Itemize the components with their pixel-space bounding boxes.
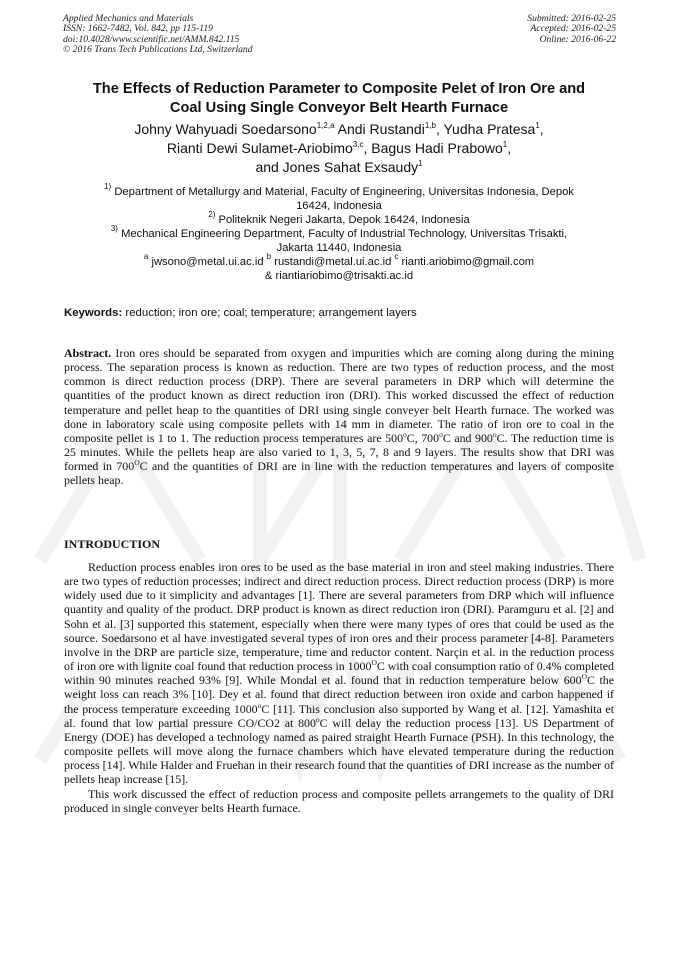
- affiliation-sup: 2): [208, 210, 216, 219]
- author-sup: 1: [535, 121, 540, 130]
- email-sup: b: [266, 252, 272, 261]
- degree-sup: O: [134, 458, 140, 468]
- author-sup: 1,b: [424, 121, 436, 130]
- degree-sup: O: [371, 658, 377, 668]
- author-sup: 1,2,a: [316, 121, 335, 130]
- title-line-2: Coal Using Single Conveyor Belt Hearth Furnace: [169, 100, 509, 116]
- degree-sup: o: [492, 429, 497, 439]
- paper-title: [55, 80, 623, 118]
- affiliation-3-cont: Jakarta 11440, Indonesia: [276, 242, 402, 254]
- paragraph-text: C will delay the reduction process [13]. US Department of Energy (DOE) has developed a technology named as paired straight Hearth Furnace (PSH). In this technology, the composite pellets will move along the furnace chambers which have elevated temperature during the reduction process [14]. While Halder and Fruehan in their research found that the quantities of DRI increase as the number of pellets heap increase [15].: [64, 715, 614, 787]
- date-accepted: Accepted: 2016-02-25: [530, 23, 616, 35]
- affiliation-sup: 3): [110, 224, 118, 233]
- affiliation-1-cont: 16424, Indonesia: [296, 200, 382, 212]
- authors-line-1: [55, 120, 623, 139]
- affiliation-3: [62, 224, 616, 241]
- author-separator: ,: [539, 121, 544, 137]
- keywords-text: reduction; iron ore; coal; temperature; arrangement layers: [122, 307, 417, 319]
- author-name: and Jones Sahat Exsaudy: [255, 159, 419, 175]
- paragraph: This work discussed the effect of reduction process and composite pellets arrangemets to the quality of DRI produced in single conveyer belts Hearth furnace.: [64, 786, 614, 815]
- email-a[interactable]: jwsono@metal.ui.ac.id: [148, 256, 267, 268]
- author-name: , Yudha Pratesa: [435, 121, 536, 137]
- degree-sup: O: [581, 672, 587, 682]
- paragraph-text: C [11]. This conclusion also supported by Wang et al. [12]. Yamashita et al. found that low partial pressure CO/CO2 at 800: [64, 701, 614, 730]
- affiliation-text: Politeknik Negeri Jakarta, Depok 16424, Indonesia: [215, 214, 470, 226]
- email-sup: a: [143, 252, 149, 261]
- abstract-text: C and the quantities of DRI are in line with the reduction temperatures and layers of composite pellets heap.: [64, 459, 614, 488]
- introduction-body: [64, 560, 614, 815]
- journal-issn: ISSN: 1662-7482, Vol. 842, pp 115-119: [63, 23, 213, 35]
- date-submitted: Submitted: 2016-02-25: [527, 13, 616, 24]
- keywords: [64, 306, 624, 320]
- email-sup: c: [394, 252, 399, 261]
- introduction-heading: INTRODUCTION: [64, 537, 161, 551]
- author-name: Andi Rustandi: [334, 121, 425, 137]
- author-sup: 1: [502, 140, 508, 149]
- authors-line-3: [55, 158, 623, 177]
- degree-sup: o: [403, 429, 407, 439]
- author-list: [55, 120, 623, 177]
- email-c-alt[interactable]: & riantiariobimo@trisakti.ac.id: [264, 270, 414, 282]
- keywords-label: Keywords:: [64, 307, 123, 319]
- email-c[interactable]: rianti.ariobimo@gmail.com: [398, 256, 535, 268]
- paragraph-text: Reduction process enables iron ores to be used as the base material in iron and steel making industries. There are two types of reduction processes; indirect and direct reduction process. Direct reduction process (DRP) is more widely used due to it simplicity and advantages [1]. There are several parameters from DRP which will influence quantity and quality of the product. DRP product is known as direct reduction iron (DRI). Paramguru et al. [2] and Sohn et al. [3] supported this statement, especially when there were many types of ores that could be used as the source. Soedarsono et al have investigated several types of iron ores and their process parameter [4-8]. Parameters involve in the DRP are particle size, temperature, time and reductor content. Narçin et al. in the reduction process of iron ore with lignite coal found that reduction process in 1000: [64, 560, 614, 674]
- affiliation-text: Mechanical Engineering Department, Faculty of Industrial Technology, Universitas Trisakti,: [117, 228, 568, 240]
- abstract-text: C, 700: [406, 430, 440, 445]
- degree-sup: o: [439, 429, 443, 439]
- author-separator: ,: [507, 140, 512, 156]
- journal-doi: doi:10.4028/www.scientific.net/AMM.842.115: [63, 33, 240, 45]
- authors-line-2: [55, 139, 623, 158]
- author-name: Johny Wahyuadi Soedarsono: [134, 121, 317, 137]
- author-sup: 1: [418, 159, 423, 168]
- journal-copyright: © 2016 Trans Tech Publications Ltd, Switzerland: [63, 43, 253, 55]
- abstract-text: Iron ores should be separated from oxygen and impurities which are coming along during the mining process. The separation process is known as reduction. There are two types of reduction process, and the most common is direct reduction process (DRP). There are several parameters in DRP which will determine the quantities of the product known as direct reduction iron (DRI). This worked discussed the effect of reduction temperature and pellet heap to the quantities of DRI using single conveyer belt Hearth furnace. The worked was done in laboratory scale using composite pellets with 14 mm in diameter. The ratio of iron ore to coal in the composite pellet is 1 to 1. The reduction process temperatures are 500: [64, 346, 614, 445]
- paragraph-text: C the weight loss can reach 3% [10]. Dey et al. found that direct reduction between iron oxide and carbon happened if the process temperature exceeding 1000: [64, 673, 614, 716]
- affiliations: [62, 182, 616, 283]
- dates-header: [527, 14, 616, 45]
- affiliation-sup: 1): [104, 182, 112, 191]
- email-line: [62, 252, 616, 269]
- abstract-text: C. The reduction time is 25 minutes. While the pellets heap are also varied to 1, 3, 5, 7, 8 and 9 layers. The results show that DRI was formed in 700: [64, 430, 614, 474]
- journal-header: [63, 14, 253, 55]
- affiliation-2: [62, 210, 616, 227]
- author-name: , Bagus Hadi Prabowo: [363, 140, 503, 156]
- paragraph-text: C with coal consumption ratio of 0.4% completed within 90 minutes reached 93% [9]. While Mondal et al. found that in reduction temperature below 600: [64, 659, 614, 688]
- email-b[interactable]: rustandi@metal.ui.ac.id: [271, 256, 395, 268]
- degree-sup: o: [257, 700, 262, 710]
- journal-name: Applied Mechanics and Materials: [63, 13, 194, 24]
- abstract: [64, 346, 614, 488]
- abstract-text: C and 900: [442, 430, 493, 445]
- affiliation-1: [62, 182, 616, 199]
- author-sup: 3,c: [352, 140, 364, 149]
- title-line-1: The Effects of Reduction Parameter to Composite Pelet of Iron Ore and: [92, 81, 586, 97]
- affiliation-text: Department of Metallurgy and Material, Faculty of Engineering, Universitas Indonesia, Depok: [111, 186, 574, 198]
- degree-sup: o: [315, 714, 320, 724]
- date-online: Online: 2016-06-22: [539, 33, 616, 45]
- abstract-label: Abstract.: [64, 346, 112, 360]
- author-name: Rianti Dewi Sulamet-Ariobimo: [166, 140, 353, 156]
- paragraph: [64, 560, 614, 787]
